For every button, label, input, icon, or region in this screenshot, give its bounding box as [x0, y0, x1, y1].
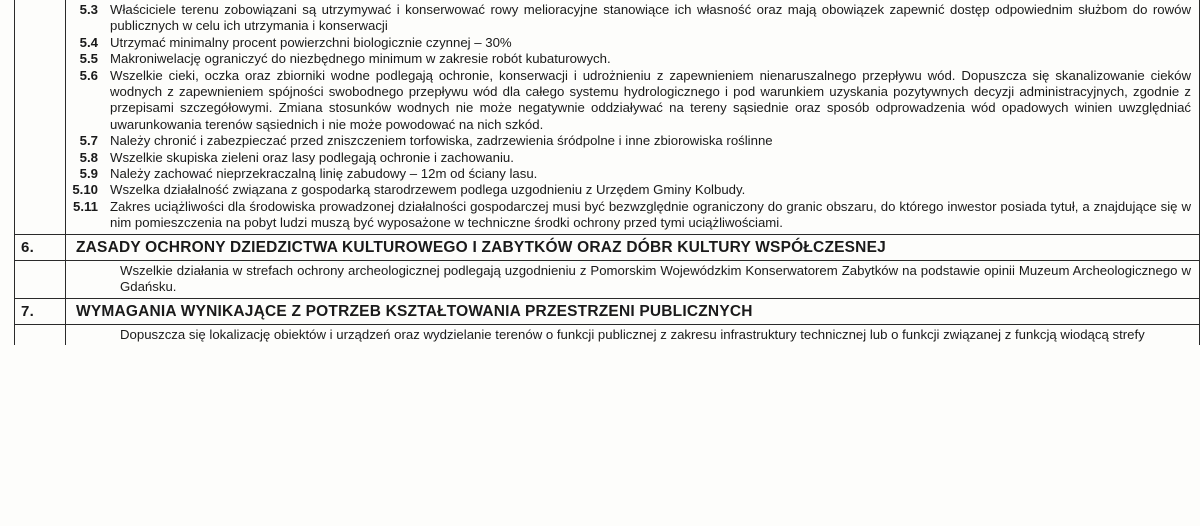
item-text: Wszelka działalność związana z gospodarką starodrzewem podlega uzgodnieniu z Urzędem Gminy Kolbudy. — [110, 182, 746, 198]
section-7-title: WYMAGANIA WYNIKAJĄCE Z POTRZEB KSZTAŁTOWANIA PRZESTRZENI PUBLICZNYCH — [76, 302, 753, 320]
section-5-item-list — [66, 0, 1199, 234]
item-text: Należy zachować nieprzekraczalną linię zabudowy – 12m od ściany lasu. — [110, 166, 538, 182]
section-7-paragraph: Dopuszcza się lokalizację obiektów i urządzeń oraz wydzielanie terenów o funkcji publicznej z zakresu infrastruktury technicznej lub o funkcji związanej z funkcją wiodącą strefy — [120, 326, 1145, 342]
item-number: 5.11 — [73, 198, 98, 214]
section-6-title: ZASADY OCHRONY DZIEDZICTWA KULTUROWEGO I ZABYTKÓW ORAZ DÓBR KULTURY WSPÓŁCZESNEJ — [76, 238, 886, 256]
item-number: 5.9 — [79, 166, 98, 182]
list-item — [66, 150, 1191, 166]
item-number: 5.6 — [79, 67, 98, 83]
item-text: Wszelkie cieki, oczka oraz zbiorniki wodne podlegają ochronie, konserwacji i udrożnieniu z zapewnieniem nienaruszalnego przepływu wód. Dopuszcza się skanalizowanie cieków wodnych z zapewnieniem spójności swobodnego przepływu wód dla całego systemu hydrologicznego i pod warunkiem uzyskania pozytywnych decyzji administracyjnych, zgodnie z przepisami szczegółowymi. Zmiana stosunków wodnych nie może negatywnie oddziaływać na tereny sąsiednie oraz sposób odprowadzenia wód opadowych winien uwzględniać uwarunkowania terenów sąsiednich i nie może powodować na nich szkód. — [110, 67, 1191, 132]
item-text: Utrzymać minimalny procent powierzchni biologicznie czynnej – 30% — [110, 34, 512, 50]
number-column-cell — [15, 324, 66, 345]
section-7-header — [15, 298, 1200, 324]
list-item — [66, 68, 1191, 134]
list-item — [66, 51, 1191, 67]
section-7-body — [15, 324, 1200, 345]
item-text: Należy chronić i zabezpieczać przed zniszczeniem torfowiska, zadrzewienia śródpolne i inne zbiorowiska roślinne — [110, 133, 773, 149]
list-item — [66, 2, 1191, 35]
section-7-number: 7. — [21, 302, 35, 320]
section-6-body — [15, 260, 1200, 298]
item-number: 5.7 — [79, 133, 98, 149]
list-item — [66, 35, 1191, 51]
section-6-number: 6. — [21, 238, 35, 256]
regulation-table — [14, 0, 1200, 345]
list-item — [66, 133, 1191, 149]
item-number: 5.3 — [79, 2, 98, 17]
section-6-paragraph: Wszelkie działania w strefach ochrony archeologicznej podlegają uzgodnieniu z Pomorskim Wojewódzkim Konserwatorem Zabytków na podstawie opinii Muzeum Archeologicznego w Gdańsku. — [120, 262, 1191, 295]
item-text: Makroniwelację ograniczyć do niezbędnego minimum w zakresie robót kubaturowych. — [110, 51, 611, 67]
section-6-header — [15, 234, 1200, 260]
list-item — [66, 199, 1191, 232]
item-text: Wszelkie skupiska zieleni oraz lasy podlegają ochronie i zachowaniu. — [110, 149, 514, 165]
item-number: 5.5 — [79, 51, 98, 67]
list-item — [66, 182, 1191, 198]
list-item — [66, 166, 1191, 182]
item-text: Zakres uciążliwości dla środowiska prowadzonej działalności gospodarczej musi być bezwzględnie ograniczony do granic obszaru, do którego inwestor posiada tytuł, a znajdujące się w nim pomieszczenia na pobyt ludzi muszą być wyposażone w techniczne środki ochrony przed tymi uciążliwościami. — [110, 198, 1191, 231]
section-5-content — [66, 0, 1200, 234]
number-column-cell — [15, 0, 66, 234]
item-number: 5.8 — [79, 149, 98, 165]
item-number: 5.10 — [72, 182, 98, 198]
number-column-cell — [15, 260, 66, 298]
section-5-body — [15, 0, 1200, 234]
item-text: Właściciele terenu zobowiązani są utrzymywać i konserwować rowy melioracyjne stanowiące ich własność oraz mają obowiązek zapewnić dostęp odpowiednim służbom do rowów publicznych w celu ich utrzymania i konserwacji — [110, 2, 1191, 34]
item-number: 5.4 — [79, 34, 98, 50]
